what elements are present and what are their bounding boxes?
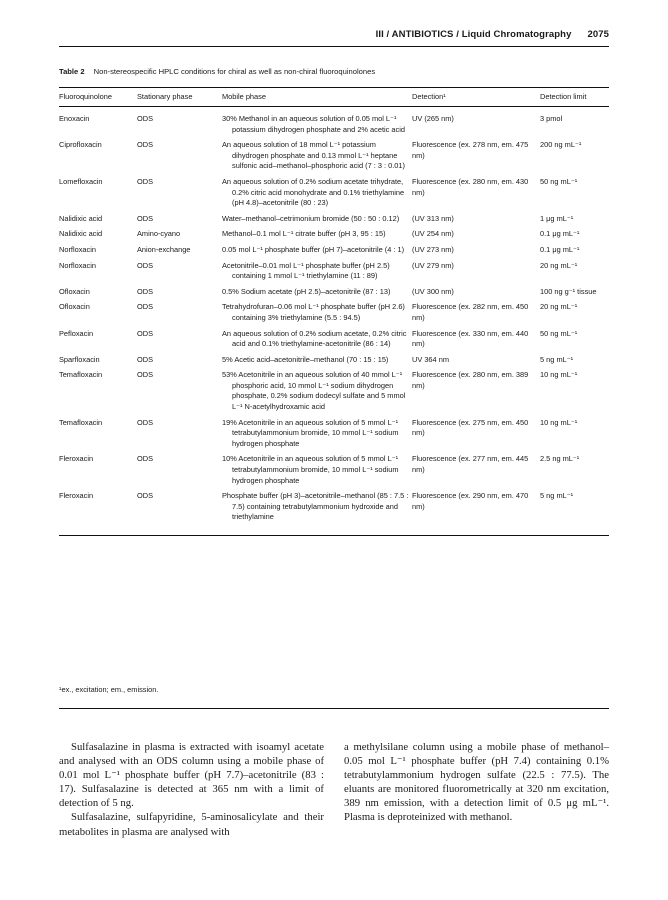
table-row (59, 285, 609, 301)
stationary-phase-cell: ODS (137, 328, 154, 338)
column-header: Fluoroquinolone (59, 91, 113, 101)
detection-limit-cell: 20 ng mL⁻¹ (540, 260, 578, 270)
table-row (59, 243, 609, 259)
fluoroquinolone-cell: Fleroxacin (59, 491, 94, 501)
mobile-phase-cell: 5% Acetic acid–acetonitrile–methanol (70 : 15 : 15) (222, 354, 389, 364)
stationary-phase-cell: Amino-cyano (137, 229, 181, 239)
body-paragraph: Sulfasalazine, sulfapyridine, 5-aminosalicylate and their metabolites in plasma are analysed with (59, 811, 324, 838)
mobile-phase-cell: 0.5% Sodium acetate (pH 2.5)–acetonitrile (87 : 13) (222, 286, 391, 296)
mobile-phase-cell: An aqueous solution of 0.2% sodium acetate, 0.2% citric acid and 0.1% triethylamine-acetonitrile (86 : 14) (222, 328, 407, 349)
fluoroquinolone-cell: Ofloxacin (59, 286, 90, 296)
fluoroquinolone-cell: Norfloxacin (59, 260, 96, 270)
detection-limit-cell: 3 pmol (540, 114, 563, 123)
stationary-phase-cell: ODS (137, 260, 154, 270)
table-row (59, 259, 609, 285)
detection-limit-cell: 0.1 μg mL⁻¹ (540, 229, 580, 239)
stationary-phase-cell: ODS (137, 454, 154, 464)
fluoroquinolone-cell: Fleroxacin (59, 454, 94, 464)
stationary-phase-cell: ODS (137, 302, 154, 312)
detection-cell: Fluorescence (ex. 280 nm, em. 430 nm) (412, 176, 529, 197)
stationary-phase-cell: ODS (137, 176, 154, 186)
mobile-phase-cell: Phosphate buffer (pH 3)–acetonitrile–methanol (85 : 7.5 : 7.5) containing tetrabutylammonium hydroxide and triethylamine (222, 491, 409, 522)
mobile-phase-cell: Methanol–0.1 mol L⁻¹ citrate buffer (pH 3, 95 : 15) (222, 229, 386, 239)
table-row (59, 175, 609, 212)
table-row (59, 353, 609, 369)
fluoroquinolone-cell: Enoxacin (59, 114, 90, 123)
detection-limit-cell: 2.5 ng mL⁻¹ (540, 454, 580, 464)
stationary-phase-cell: Anion-exchange (137, 244, 191, 254)
detection-cell: Fluorescence (ex. 277 nm, em. 445 nm) (412, 454, 529, 475)
detection-cell: (UV 254 nm) (412, 229, 454, 239)
table-row (59, 368, 609, 415)
detection-limit-cell: 10 ng mL⁻¹ (540, 370, 578, 380)
detection-cell: Fluorescence (ex. 275 nm, em. 450 nm) (412, 417, 529, 438)
table-bottom-rule (59, 708, 609, 709)
detection-limit-cell: 100 ng g⁻¹ tissue (540, 286, 597, 296)
mobile-phase-cell: 10% Acetonitrile in an aqueous solution of 5 mmol L⁻¹ tetrabutylammonium bromide, 10 mmol L⁻¹ sodium hydrogen phosphate (222, 454, 399, 485)
fluoroquinolone-cell: Temafloxacin (59, 417, 103, 427)
table-row (59, 212, 609, 228)
body-paragraph: a methylsilane column using a mobile phase of methanol–0.05 mol L⁻¹ phosphate buffer (pH 7.4) containing 0.1% tetrabutylammonium hydrogen sulfate (22.5 : 77.5). The eluants are monitored fluorometrically at 320 nm excitation, 389 nm emission, with a detection limit of 0.5 μg mL⁻¹. Plasma is deproteinized with methanol. (344, 741, 609, 824)
header-rule (59, 46, 609, 47)
detection-cell: UV (265 nm) (412, 114, 454, 123)
fluoroquinolone-cell: Nalidixic acid (59, 229, 103, 239)
detection-limit-cell: 10 ng mL⁻¹ (540, 417, 578, 427)
mobile-phase-cell: An aqueous solution of 18 mmol L⁻¹ potassium dihydrogen phosphate and 0.13 mmol L⁻¹ heptane sulfonic acid–methanol–phosphoric acid (7 : 3 : 0.01) (222, 140, 405, 171)
fluoroquinolone-cell: Temafloxacin (59, 370, 103, 380)
detection-limit-cell: 0.1 μg mL⁻¹ (540, 244, 580, 254)
table-header-row (59, 88, 609, 107)
body-paragraph: Sulfasalazine in plasma is extracted with isoamyl acetate and analysed with an ODS column using a mobile phase of 0.01 mol L⁻¹ phosphate buffer (pH 7.7)–acetonitrile (83 : 17). Sulfasalazine is detected at 365 nm with a limit of detection of 5 ng. (59, 741, 324, 810)
stationary-phase-cell: ODS (137, 140, 154, 150)
fluoroquinolone-cell: Norfloxacin (59, 244, 96, 254)
mobile-phase-cell: 30% Methanol in an aqueous solution of 0.05 mol L⁻¹ potassium dihydrogen phosphate and 2% acetic acid (222, 114, 405, 134)
fluoroquinolone-cell: Nalidixic acid (59, 213, 103, 223)
stationary-phase-cell: ODS (137, 370, 154, 380)
table-caption-text: Non-stereospecific HPLC conditions for chiral as well as non-chiral fluoroquinolones (93, 67, 376, 76)
table-row (59, 452, 609, 489)
running-header (376, 29, 609, 40)
stationary-phase-cell: ODS (137, 354, 154, 364)
fluoroquinolone-cell: Lomefloxacin (59, 176, 103, 186)
mobile-phase-cell: Water–methanol–cetrimonium bromide (50 : 50 : 0.12) (222, 213, 400, 223)
detection-cell: Fluorescence (ex. 282 nm, em. 450 nm) (412, 302, 529, 322)
table-label: Table 2 (59, 67, 85, 76)
detection-cell: Fluorescence (ex. 330 nm, em. 440 nm) (412, 328, 529, 349)
table-row (59, 327, 609, 353)
stationary-phase-cell: ODS (137, 286, 154, 296)
detection-cell: Fluorescence (ex. 278 nm, em. 475 nm) (412, 140, 529, 160)
fluoroquinolone-cell: Ciprofloxacin (59, 140, 102, 150)
fluoroquinolone-cell: Pefloxacin (59, 328, 94, 338)
mobile-phase-cell: 19% Acetonitrile in an aqueous solution of 5 mmol L⁻¹ tetrabutylammonium bromide, 10 mmol L⁻¹ sodium hydrogen phosphate (222, 417, 399, 448)
body-column-left (59, 740, 324, 839)
mobile-phase-cell: Tetrahydrofuran–0.06 mol L⁻¹ phosphate buffer (pH 2.6) containing 3% triethylamine (5.5 : 94.5) (222, 302, 405, 322)
stationary-phase-cell: ODS (137, 213, 154, 223)
stationary-phase-cell: ODS (137, 491, 154, 501)
detection-cell: (UV 313 nm) (412, 213, 454, 223)
running-title: III / ANTIBIOTICS / Liquid Chromatography (375, 29, 572, 40)
table-footnote: ¹ex., excitation; em., emission. (59, 685, 159, 694)
mobile-phase-cell: Acetonitrile–0.01 mol L⁻¹ phosphate buffer (pH 2.5) containing 1 mmol L⁻¹ triethylamine (11 : 89) (222, 260, 390, 281)
stationary-phase-cell: ODS (137, 114, 154, 123)
detection-limit-cell: 200 ng mL⁻¹ (540, 140, 582, 150)
mobile-phase-cell: An aqueous solution of 0.2% sodium acetate trihydrate, 0.2% citric acid monohydrate and 0.1% triethylamine (pH 4.8)–acetonitrile (80 : 23) (222, 176, 405, 208)
detection-limit-cell: 50 ng mL⁻¹ (540, 328, 578, 338)
table-row (59, 489, 609, 535)
detection-limit-cell: 50 ng mL⁻¹ (540, 176, 578, 186)
mobile-phase-cell: 53% Acetonitrile in an aqueous solution of 40 mmol L⁻¹ phosphoric acid, 10 mmol L⁻¹ sodium dihydrogen phosphate, 0.2% sodium dodecyl sulfate and 5 mmol L⁻¹ N-acetylhydroxamic acid (222, 370, 406, 412)
body-column-right (344, 740, 609, 825)
detection-limit-cell: 1 μg mL⁻¹ (540, 213, 574, 223)
table-row (59, 300, 609, 326)
detection-limit-cell: 5 ng mL⁻¹ (540, 354, 574, 364)
column-header: Mobile phase (222, 91, 266, 101)
column-header: Stationary phase (137, 91, 193, 101)
detection-cell: (UV 279 nm) (412, 260, 454, 270)
hplc-conditions-table (59, 87, 609, 536)
detection-cell: UV 364 nm (412, 354, 449, 364)
detection-cell: Fluorescence (ex. 280 nm, em. 389 nm) (412, 370, 529, 390)
mobile-phase-cell: 0.05 mol L⁻¹ phosphate buffer (pH 7)–acetonitrile (4 : 1) (222, 244, 405, 254)
detection-limit-cell: 20 ng mL⁻¹ (540, 302, 578, 312)
table-caption (59, 67, 375, 76)
detection-cell: Fluorescence (ex. 290 nm, em. 470 nm) (412, 491, 529, 511)
table-row (59, 107, 609, 139)
stationary-phase-cell: ODS (137, 417, 154, 427)
table-row (59, 416, 609, 453)
table-row (59, 227, 609, 243)
detection-cell: (UV 273 nm) (412, 244, 454, 254)
detection-cell: (UV 300 nm) (412, 286, 454, 296)
detection-limit-cell: 5 ng mL⁻¹ (540, 491, 574, 501)
page-number: 2075 (587, 29, 609, 40)
table-row (59, 138, 609, 175)
fluoroquinolone-cell: Ofloxacin (59, 302, 90, 312)
column-header: Detection¹ (412, 91, 446, 101)
column-header: Detection limit (540, 91, 587, 101)
fluoroquinolone-cell: Sparfloxacin (59, 354, 100, 364)
